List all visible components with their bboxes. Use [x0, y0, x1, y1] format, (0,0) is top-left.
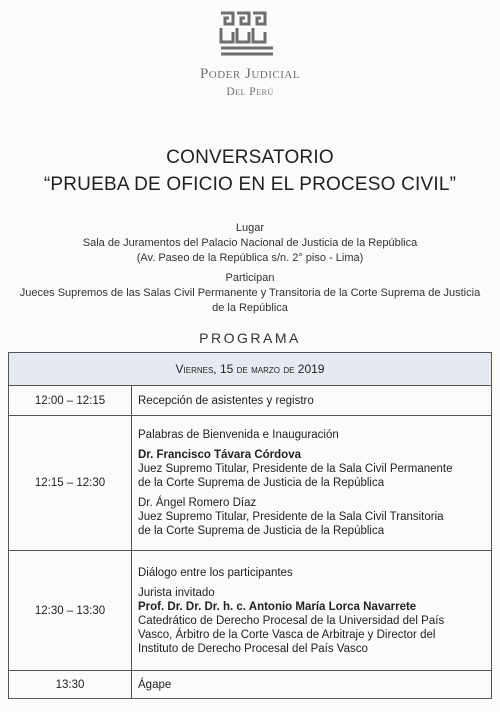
program-date-row: [9, 353, 492, 386]
program-date: Viernes, 15 de marzo de 2019: [9, 353, 492, 386]
time-cell: 12:30 – 13:30: [9, 551, 132, 671]
activity-cell: [132, 416, 492, 551]
activity-cell: [132, 551, 492, 671]
guest-role: Vasco, Árbitro de la Corte Vasca de Arbitraje y Director del: [138, 628, 436, 641]
organization-country: Del Perú: [226, 86, 274, 98]
location-label: Lugar: [235, 222, 265, 234]
location-line-1: Sala de Juramentos del Palacio Nacional de Justicia de la República: [82, 237, 418, 249]
speaker-name: Dr. Ángel Romero Díaz: [138, 497, 257, 509]
speaker-role: de la Corte Suprema de Justicia de la República: [138, 525, 385, 537]
speaker-name: Dr. Francisco Távara Córdova: [138, 449, 301, 461]
organization-name: Poder Judicial: [199, 66, 301, 82]
event-type-title: CONVERSATORIO: [166, 147, 334, 168]
location-section: [0, 221, 500, 266]
table-row: [9, 416, 492, 551]
program-table: [8, 352, 492, 699]
participants-label: Participan: [225, 272, 275, 284]
time-cell: 12:00 – 12:15: [9, 386, 132, 416]
guest-label: Jurista invitado: [138, 586, 215, 599]
guest-name: Prof. Dr. Dr. Dr. h. c. Antonio María Lorca Navarrete: [138, 600, 417, 613]
participants-section: [0, 271, 500, 316]
time-cell: 13:30: [9, 671, 132, 699]
table-row: [9, 671, 492, 699]
activity-cell: Ágape: [132, 671, 492, 699]
participants-line-1: Jueces Supremos de las Salas Civil Permanente y Transitoria de la Corte Suprema de Justicia: [19, 287, 481, 299]
activity-title: Diálogo entre los participantes: [138, 566, 293, 579]
poder-judicial-emblem-icon: [217, 10, 277, 60]
participants-line-2: de la República: [212, 302, 288, 314]
guest-role: Instituto de Derecho Procesal del País Vasco: [138, 642, 368, 655]
activity-title: Palabras de Bienvenida e Inauguración: [138, 429, 339, 441]
event-title: “PRUEBA DE OFICIO EN EL PROCESO CIVIL”: [43, 174, 457, 195]
speaker-role: de la Corte Suprema de Justicia de la República: [138, 477, 385, 489]
speaker-role: Juez Supremo Titular, Presidente de la Sala Civil Transitoria: [138, 511, 444, 523]
speaker-role: Juez Supremo Titular, Presidente de la Sala Civil Permanente: [138, 463, 453, 475]
guest-role: Catedrático de Derecho Procesal de la Universidad del País: [138, 614, 445, 627]
program-heading: PROGRAMA: [199, 330, 301, 346]
table-row: [9, 551, 492, 671]
location-line-2: (Av. Paseo de la República s/n. 2° piso - Lima): [136, 252, 364, 264]
activity-cell: Recepción de asistentes y registro: [132, 386, 492, 416]
time-cell: 12:15 – 12:30: [9, 416, 132, 551]
table-row: [9, 386, 492, 416]
